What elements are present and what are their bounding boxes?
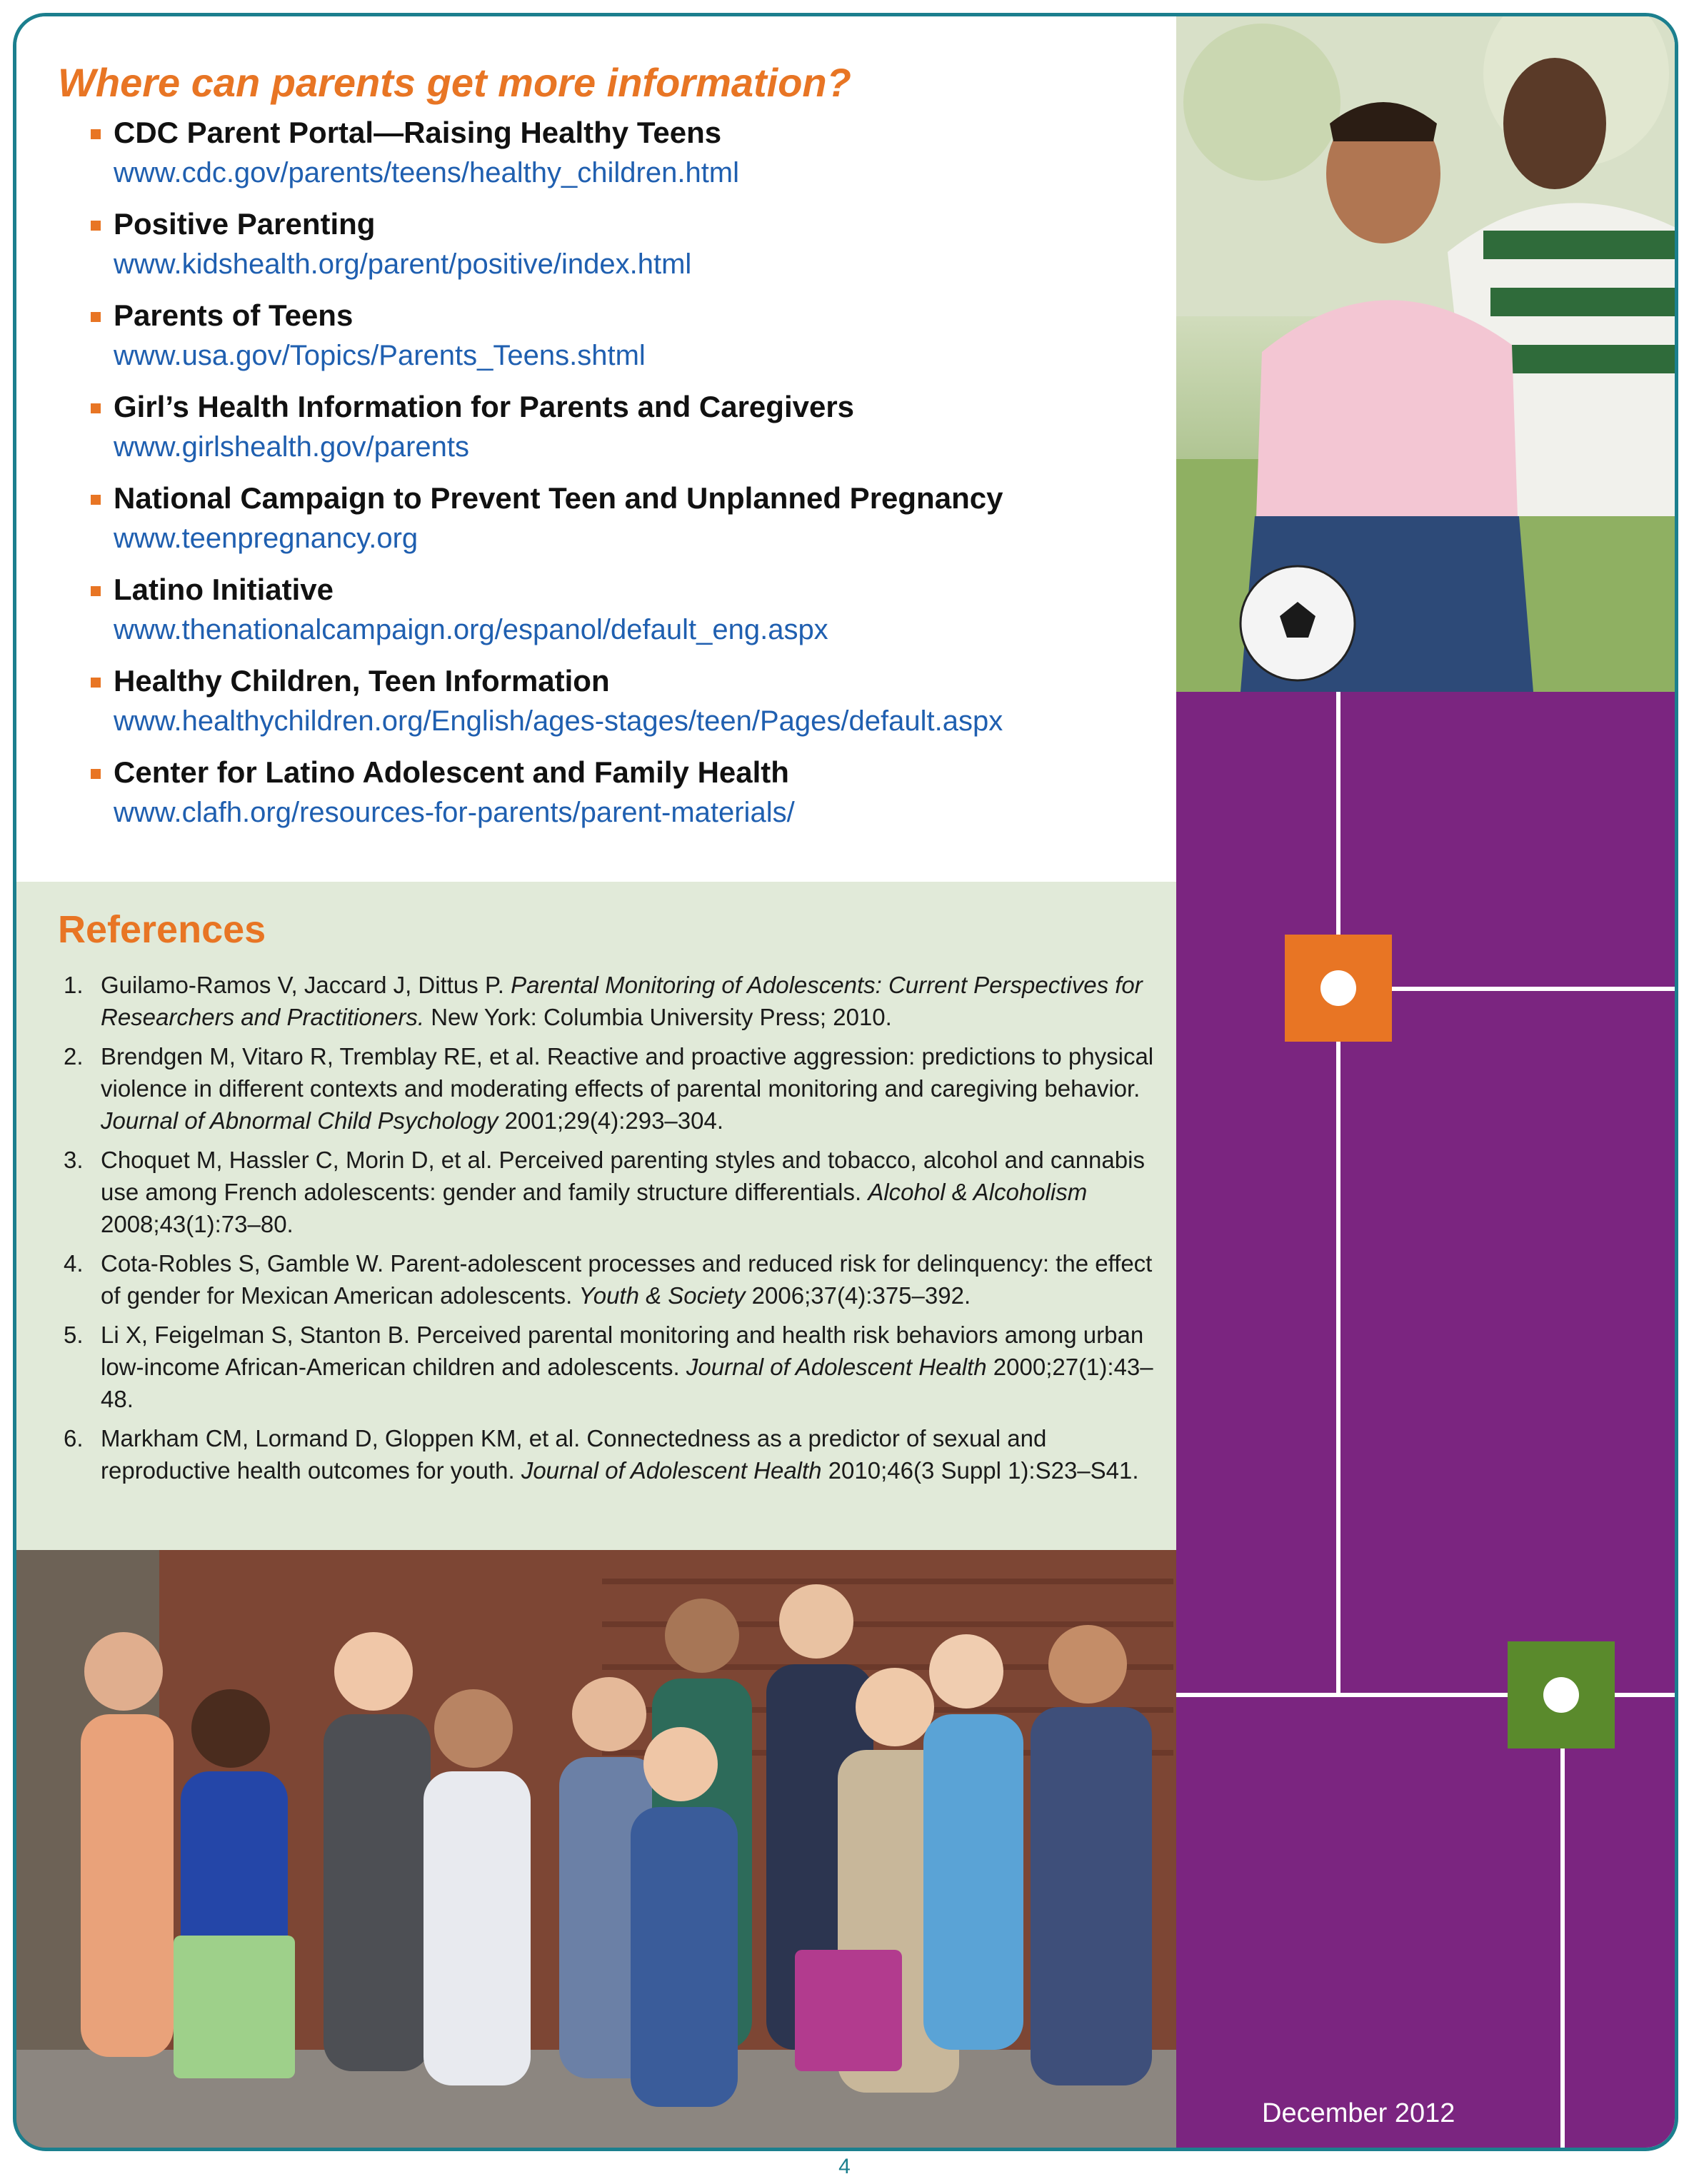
reference-item bbox=[58, 1144, 1158, 1240]
panel-line bbox=[1336, 692, 1340, 1695]
resource-link[interactable]: www.usa.gov/Topics/Parents_Teens.shtml bbox=[114, 340, 646, 371]
resource-title: National Campaign to Prevent Teen and Unplanned Pregnancy bbox=[114, 481, 1003, 515]
parent-teen-illustration bbox=[1176, 16, 1678, 692]
reference-number: 3. bbox=[64, 1147, 84, 1173]
list-item bbox=[85, 570, 1156, 662]
group-teens-photo bbox=[16, 1550, 1176, 2151]
bullet-square-icon bbox=[91, 129, 101, 139]
orange-square-icon bbox=[1285, 935, 1392, 1042]
resource-title: CDC Parent Portal—Raising Healthy Teens bbox=[114, 116, 722, 149]
reference-item bbox=[58, 969, 1158, 1033]
resource-title: Healthy Children, Teen Information bbox=[114, 664, 610, 698]
resource-list bbox=[85, 114, 1156, 845]
reference-citation: 2010;46(3 Suppl 1):S23–S41. bbox=[821, 1457, 1139, 1484]
white-dot-icon bbox=[1320, 970, 1356, 1006]
reference-citation: 2008;43(1):73–80. bbox=[101, 1211, 294, 1237]
bullet-square-icon bbox=[91, 586, 101, 596]
reference-citation: 2000;27(1):43–48. bbox=[101, 1354, 1153, 1412]
list-item bbox=[85, 296, 1156, 388]
resource-title: Girl’s Health Information for Parents and Caregivers bbox=[114, 390, 855, 423]
reference-text: Cota-Robles S, Gamble W. Parent-adolescent processes and reduced risk for delinquency: the effect of gender for Mexican American adolescents. bbox=[101, 1250, 1153, 1309]
reference-list bbox=[58, 969, 1158, 1494]
list-item bbox=[85, 753, 1156, 845]
bullet-square-icon bbox=[91, 312, 101, 322]
bullet-square-icon bbox=[91, 769, 101, 779]
resource-title: Center for Latino Adolescent and Family Health bbox=[114, 755, 789, 789]
page-number: 4 bbox=[838, 2155, 851, 2178]
reference-citation: 2006;37(4):375–392. bbox=[745, 1282, 971, 1309]
resource-title: Parents of Teens bbox=[114, 298, 354, 332]
page-frame bbox=[13, 13, 1678, 2151]
references-title: References bbox=[58, 908, 266, 951]
reference-number: 2. bbox=[64, 1043, 84, 1070]
decorative-panel bbox=[1176, 692, 1678, 2151]
list-item bbox=[85, 662, 1156, 753]
green-square-icon bbox=[1508, 1641, 1615, 1748]
resource-link[interactable]: www.girlshealth.gov/parents bbox=[114, 431, 470, 463]
reference-text: Brendgen M, Vitaro R, Tremblay RE, et al. Reactive and proactive aggression: predictions to physical violence in different contexts and moderating effects of parental monitoring and caregiving behavior. bbox=[101, 1043, 1154, 1102]
panel-line bbox=[1390, 987, 1678, 991]
info-title: Where can parents get more information? bbox=[58, 60, 851, 105]
resource-link[interactable]: www.teenpregnancy.org bbox=[114, 523, 419, 554]
resource-title: Positive Parenting bbox=[114, 207, 376, 241]
list-item bbox=[85, 388, 1156, 479]
group-teens-illustration bbox=[16, 1550, 1176, 2151]
reference-number: 4. bbox=[64, 1250, 84, 1277]
reference-source: Journal of Abnormal Child Psychology bbox=[101, 1107, 498, 1134]
reference-item bbox=[58, 1247, 1158, 1312]
list-item bbox=[85, 114, 1156, 205]
reference-source: Journal of Adolescent Health bbox=[686, 1354, 987, 1380]
reference-citation: New York: Columbia University Press; 2010. bbox=[424, 1004, 892, 1030]
reference-text: Markham CM, Lormand D, Gloppen KM, et al. Connectedness as a predictor of sexual and reproductive health outcomes for youth. bbox=[101, 1425, 1047, 1484]
parent-teen-photo bbox=[1176, 16, 1678, 692]
resource-link[interactable]: www.cdc.gov/parents/teens/healthy_children.html bbox=[114, 157, 740, 188]
info-section bbox=[16, 16, 1176, 882]
reference-source: Journal of Adolescent Health bbox=[521, 1457, 822, 1484]
list-item bbox=[85, 479, 1156, 570]
reference-text: Guilamo-Ramos V, Jaccard J, Dittus P. bbox=[101, 972, 511, 998]
resource-title: Latino Initiative bbox=[114, 573, 334, 606]
list-item bbox=[85, 205, 1156, 296]
reference-number: 1. bbox=[64, 972, 84, 998]
resource-link[interactable]: www.thenationalcampaign.org/espanol/default_eng.aspx bbox=[114, 614, 828, 645]
resource-link[interactable]: www.healthychildren.org/English/ages-stages/teen/Pages/default.aspx bbox=[114, 705, 1003, 737]
reference-item bbox=[58, 1040, 1158, 1137]
reference-item bbox=[58, 1319, 1158, 1415]
reference-number: 5. bbox=[64, 1322, 84, 1348]
reference-number: 6. bbox=[64, 1425, 84, 1451]
reference-source: Youth & Society bbox=[578, 1282, 746, 1309]
bullet-square-icon bbox=[91, 495, 101, 505]
resource-link[interactable]: www.clafh.org/resources-for-parents/parent-materials/ bbox=[114, 797, 795, 828]
references-section bbox=[16, 882, 1176, 1550]
reference-source: Alcohol & Alcoholism bbox=[868, 1179, 1088, 1205]
publication-date: December 2012 bbox=[1262, 2098, 1455, 2128]
reference-text: Choquet M, Hassler C, Morin D, et al. Perceived parenting styles and tobacco, alcohol and cannabis use among French adolescents: gender and family structure differentials. bbox=[101, 1147, 1145, 1205]
bullet-square-icon bbox=[91, 221, 101, 231]
reference-text: Li X, Feigelman S, Stanton B. Perceived parental monitoring and health risk behaviors among urban low-income African-American children and adolescents. bbox=[101, 1322, 1144, 1380]
reference-source: Parental Monitoring of Adolescents: Current Perspectives for Researchers and Practitioners. bbox=[101, 972, 1143, 1030]
panel-line bbox=[1560, 1717, 1565, 2151]
reference-citation: 2001;29(4):293–304. bbox=[498, 1107, 724, 1134]
bullet-square-icon bbox=[91, 403, 101, 413]
resource-link[interactable]: www.kidshealth.org/parent/positive/index.html bbox=[114, 248, 692, 280]
reference-item bbox=[58, 1422, 1158, 1486]
white-dot-icon bbox=[1543, 1677, 1579, 1713]
bullet-square-icon bbox=[91, 678, 101, 688]
